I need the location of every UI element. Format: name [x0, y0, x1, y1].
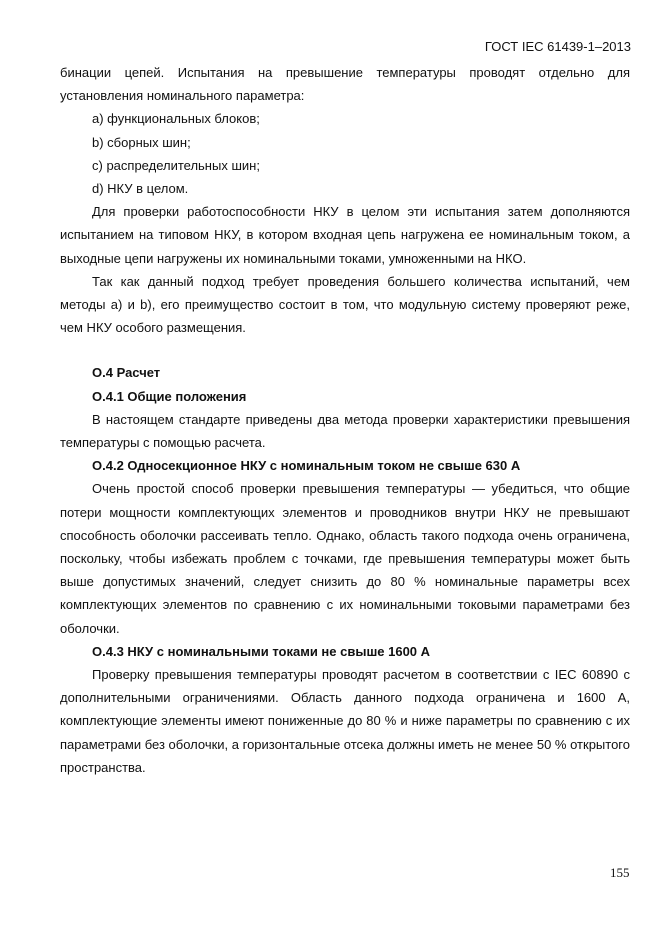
document-code-header: ГОСТ IEC 61439-1–2013: [484, 39, 631, 54]
paragraph-simple-method: Очень простой способ проверки превышения температуры — убедиться, что общие потери мощности комплектующих элементов и проводников внутри НКУ не превышают способность оболочки рассеивать тепло. Однако, область такого подхода очень ограничена, поскольку, чтобы избежать проблем с точками, где превышения температуры может быть выше допустимых значений, следует снизить до 80 % номинальные параметры всех комплектующих элементов по сравнению с их номинальными токовыми параметрами без оболочки.: [60, 481, 630, 636]
list-item-d: d) НКУ в целом.: [92, 181, 189, 197]
section-spacer: [60, 339, 630, 361]
list-item-a: а) функциональных блоков;: [92, 111, 260, 127]
paragraph-continuation: бинации цепей. Испытания на превышение температуры проводят отдельно для установления номинального параметра:: [60, 65, 630, 104]
list-item-c: c) распределительных шин;: [92, 157, 260, 173]
document-body: [60, 61, 630, 779]
paragraph-approach: Так как данный подход требует проведения большего количества испытаний, чем методы а) и b), его преимущество состоит в том, что модульную систему проверяют реже, чем НКУ особого размещения.: [60, 273, 630, 336]
page-number: 155: [610, 865, 630, 880]
section-heading-o43: О.4.3 НКУ с номинальными токами не свыше 1600 А: [92, 643, 431, 659]
section-heading-o42: О.4.2 Односекционное НКУ с номинальным током не свыше 630 А: [92, 458, 521, 474]
section-heading-o41: О.4.1 Общие положения: [92, 388, 247, 404]
paragraph-methods: В настоящем стандарте приведены два метода проверки характеристики превышения температуры с помощью расчета.: [60, 411, 630, 451]
paragraph-verification: Для проверки работоспособности НКУ в целом эти испытания затем дополняются испытанием на типовом НКУ, в котором входная цепь нагружена ее номинальным током, а выходные цепи нагружены их номинальными токами, умноженными на НКО.: [60, 204, 630, 266]
paragraph-calculation: Проверку превышения температуры проводят расчетом в соответствии с IEC 60890 с дополнительными ограничениями. Область данного подхода ограничена и 1600 А, комплектующие элементы имеют пониженные до 80 % и ниже параметры по сравнению с их параметрами без оболочки, а горизонтальные отсека должны иметь не менее 50 % открытого пространства.: [60, 667, 630, 775]
section-heading-o4: О.4 Расчет: [92, 365, 161, 381]
list-item-b: b) сборных шин;: [92, 134, 191, 150]
